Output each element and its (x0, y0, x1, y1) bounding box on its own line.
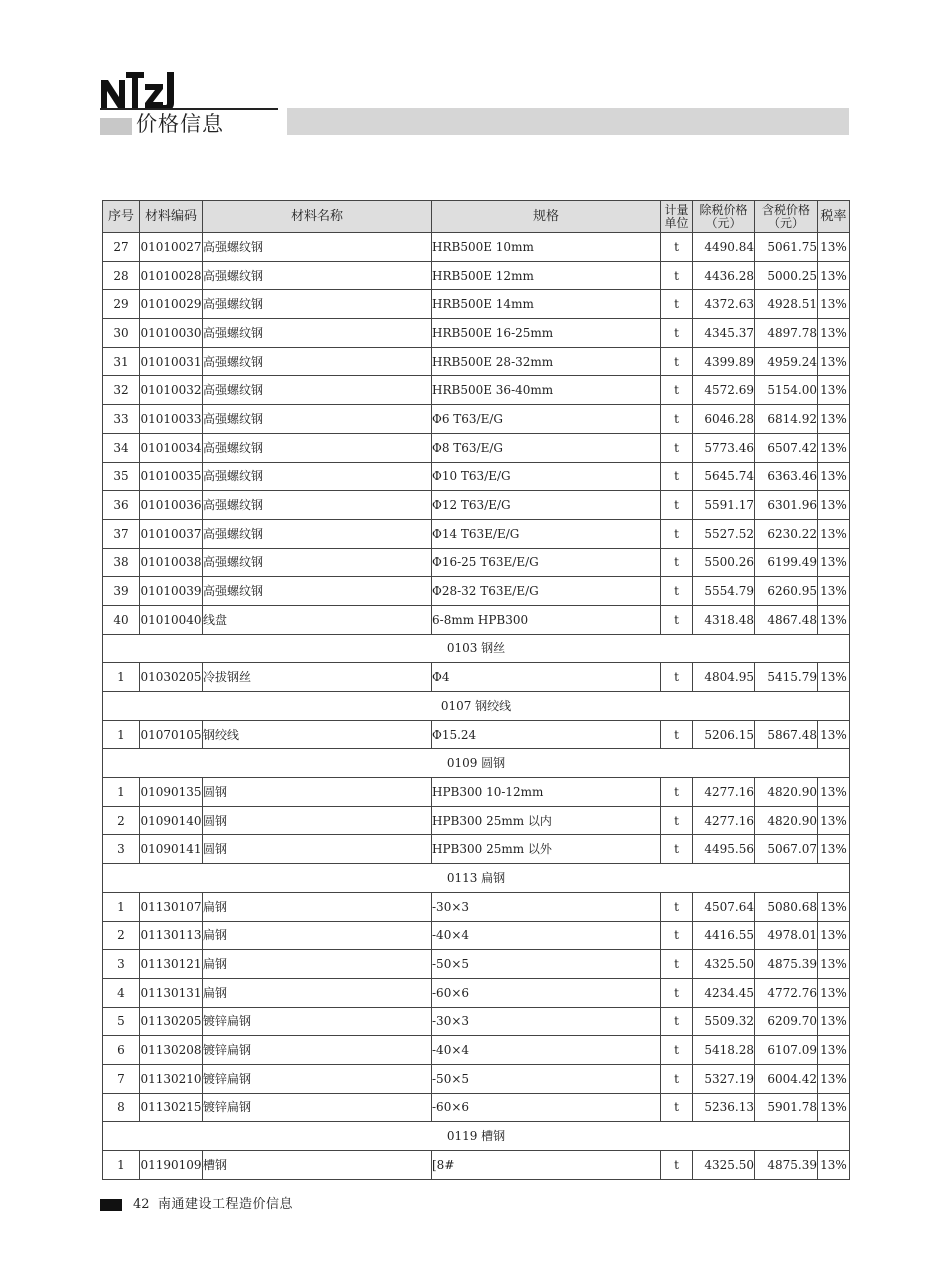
row-spec: Φ8 T63/E/G (432, 433, 661, 462)
row-seq: 39 (103, 577, 140, 606)
table-row (103, 1064, 850, 1093)
table-row (103, 663, 850, 692)
row-unit: t (661, 519, 693, 548)
row-spec: HRB500E 10mm (432, 233, 661, 262)
section-label: 0103 钢丝 (103, 634, 850, 663)
row-code: 01010040 (140, 605, 203, 634)
row-code: 01010029 (140, 290, 203, 319)
row-unit: t (661, 921, 693, 950)
row-unit: t (661, 1064, 693, 1093)
row-ex-tax: 5418.28 (693, 1036, 755, 1065)
row-name: 镀锌扁钢 (203, 1064, 432, 1093)
row-tax: 13% (818, 577, 850, 606)
table-body (103, 233, 850, 1180)
row-seq: 33 (103, 405, 140, 434)
row-seq: 36 (103, 491, 140, 520)
row-seq: 30 (103, 319, 140, 348)
publication-name: 南通建设工程造价信息 (158, 1197, 294, 1212)
row-name: 高强螺纹钢 (203, 233, 432, 262)
row-code: 01130113 (140, 921, 203, 950)
row-spec: -60×6 (432, 1093, 661, 1122)
row-tax: 13% (818, 548, 850, 577)
footer-marker (100, 1199, 122, 1211)
row-code: 01090141 (140, 835, 203, 864)
row-unit: t (661, 806, 693, 835)
row-seq: 1 (103, 663, 140, 692)
row-unit: t (661, 347, 693, 376)
row-tax: 13% (818, 921, 850, 950)
row-seq: 2 (103, 921, 140, 950)
table-row (103, 233, 850, 262)
row-seq: 6 (103, 1036, 140, 1065)
row-inc-tax: 5867.48 (755, 720, 818, 749)
row-spec: Φ4 (432, 663, 661, 692)
table-row (103, 319, 850, 348)
row-spec: HPB300 25mm 以外 (432, 835, 661, 864)
table-row (103, 519, 850, 548)
table-row (103, 577, 850, 606)
row-unit: t (661, 548, 693, 577)
row-unit: t (661, 605, 693, 634)
title-marker (100, 118, 132, 135)
row-unit: t (661, 319, 693, 348)
row-tax: 13% (818, 1036, 850, 1065)
table-row (103, 1007, 850, 1036)
row-name: 高强螺纹钢 (203, 405, 432, 434)
row-seq: 34 (103, 433, 140, 462)
table-row (103, 605, 850, 634)
section-label: 0119 槽钢 (103, 1122, 850, 1151)
table-row (103, 261, 850, 290)
row-ex-tax: 4495.56 (693, 835, 755, 864)
row-spec: Φ12 T63/E/G (432, 491, 661, 520)
row-spec: HRB500E 28-32mm (432, 347, 661, 376)
row-tax: 13% (818, 261, 850, 290)
row-ex-tax: 4490.84 (693, 233, 755, 262)
row-tax: 13% (818, 720, 850, 749)
row-inc-tax: 4820.90 (755, 806, 818, 835)
row-spec: Φ16-25 T63E/E/G (432, 548, 661, 577)
row-inc-tax: 5901.78 (755, 1093, 818, 1122)
row-seq: 1 (103, 892, 140, 921)
row-seq: 38 (103, 548, 140, 577)
table-row (103, 433, 850, 462)
table-row (103, 921, 850, 950)
row-ex-tax: 4436.28 (693, 261, 755, 290)
section-title: 价格信息 (136, 112, 224, 136)
row-spec: Φ10 T63/E/G (432, 462, 661, 491)
row-spec: -60×6 (432, 978, 661, 1007)
row-seq: 29 (103, 290, 140, 319)
row-spec: -30×3 (432, 892, 661, 921)
row-spec: -30×3 (432, 1007, 661, 1036)
row-code: 01130210 (140, 1064, 203, 1093)
row-seq: 5 (103, 1007, 140, 1036)
row-name: 高强螺纹钢 (203, 462, 432, 491)
row-seq: 1 (103, 720, 140, 749)
row-ex-tax: 4325.50 (693, 1151, 755, 1180)
row-name: 圆钢 (203, 835, 432, 864)
section-label: 0109 圆钢 (103, 749, 850, 778)
table-row (103, 376, 850, 405)
row-code: 01010039 (140, 577, 203, 606)
row-ex-tax: 5527.52 (693, 519, 755, 548)
row-spec: Φ14 T63E/E/G (432, 519, 661, 548)
row-spec: [8# (432, 1151, 661, 1180)
row-spec: Φ28-32 T63E/E/G (432, 577, 661, 606)
row-unit: t (661, 491, 693, 520)
row-name: 镀锌扁钢 (203, 1036, 432, 1065)
section-row (103, 1122, 850, 1151)
row-seq: 35 (103, 462, 140, 491)
row-spec: Φ15.24 (432, 720, 661, 749)
row-inc-tax: 4867.48 (755, 605, 818, 634)
row-name: 高强螺纹钢 (203, 433, 432, 462)
row-inc-tax: 5080.68 (755, 892, 818, 921)
row-tax: 13% (818, 778, 850, 807)
row-code: 01010031 (140, 347, 203, 376)
row-code: 01010033 (140, 405, 203, 434)
section-row (103, 864, 850, 893)
row-seq: 27 (103, 233, 140, 262)
row-unit: t (661, 978, 693, 1007)
col-code: 材料编码 (140, 201, 203, 233)
row-ex-tax: 4572.69 (693, 376, 755, 405)
row-unit: t (661, 892, 693, 921)
row-name: 高强螺纹钢 (203, 376, 432, 405)
row-ex-tax: 4804.95 (693, 663, 755, 692)
row-ex-tax: 4318.48 (693, 605, 755, 634)
row-tax: 13% (818, 433, 850, 462)
row-code: 01010037 (140, 519, 203, 548)
col-tax: 税率 (818, 201, 850, 233)
row-unit: t (661, 433, 693, 462)
row-inc-tax: 5000.25 (755, 261, 818, 290)
row-inc-tax: 5154.00 (755, 376, 818, 405)
row-name: 高强螺纹钢 (203, 290, 432, 319)
row-seq: 31 (103, 347, 140, 376)
row-tax: 13% (818, 806, 850, 835)
row-name: 镀锌扁钢 (203, 1093, 432, 1122)
table-row (103, 892, 850, 921)
row-unit: t (661, 577, 693, 606)
row-inc-tax: 6814.92 (755, 405, 818, 434)
row-tax: 13% (818, 978, 850, 1007)
row-name: 镀锌扁钢 (203, 1007, 432, 1036)
table-row (103, 1151, 850, 1180)
row-spec: -50×5 (432, 950, 661, 979)
row-spec: HPB300 10-12mm (432, 778, 661, 807)
row-code: 01130131 (140, 978, 203, 1007)
row-code: 01010036 (140, 491, 203, 520)
row-inc-tax: 6199.49 (755, 548, 818, 577)
table-row (103, 290, 850, 319)
row-ex-tax: 6046.28 (693, 405, 755, 434)
row-seq: 37 (103, 519, 140, 548)
row-name: 扁钢 (203, 950, 432, 979)
row-spec: HPB300 25mm 以内 (432, 806, 661, 835)
row-ex-tax: 5509.32 (693, 1007, 755, 1036)
row-name: 圆钢 (203, 778, 432, 807)
row-unit: t (661, 835, 693, 864)
row-name: 高强螺纹钢 (203, 577, 432, 606)
section-label: 0113 扁钢 (103, 864, 850, 893)
row-inc-tax: 5061.75 (755, 233, 818, 262)
table-row (103, 548, 850, 577)
row-ex-tax: 5206.15 (693, 720, 755, 749)
col-seq: 序号 (103, 201, 140, 233)
ntzj-logo (100, 68, 200, 110)
row-seq: 4 (103, 978, 140, 1007)
row-unit: t (661, 1007, 693, 1036)
table-row (103, 720, 850, 749)
row-ex-tax: 5327.19 (693, 1064, 755, 1093)
section-label: 0107 钢绞线 (103, 692, 850, 721)
row-seq: 3 (103, 835, 140, 864)
row-name: 冷拔钢丝 (203, 663, 432, 692)
row-seq: 8 (103, 1093, 140, 1122)
row-inc-tax: 6301.96 (755, 491, 818, 520)
row-code: 01090135 (140, 778, 203, 807)
row-name: 高强螺纹钢 (203, 347, 432, 376)
row-code: 01130121 (140, 950, 203, 979)
col-unit: 计量 单位 (661, 201, 693, 233)
col-name: 材料名称 (203, 201, 432, 233)
table-row (103, 950, 850, 979)
row-tax: 13% (818, 835, 850, 864)
table-row (103, 1036, 850, 1065)
section-row (103, 692, 850, 721)
row-code: 01130107 (140, 892, 203, 921)
row-name: 扁钢 (203, 978, 432, 1007)
row-unit: t (661, 950, 693, 979)
row-seq: 32 (103, 376, 140, 405)
row-inc-tax: 4875.39 (755, 1151, 818, 1180)
row-inc-tax: 4875.39 (755, 950, 818, 979)
section-row (103, 634, 850, 663)
row-name: 线盘 (203, 605, 432, 634)
row-name: 高强螺纹钢 (203, 519, 432, 548)
row-inc-tax: 6363.46 (755, 462, 818, 491)
table-row (103, 1093, 850, 1122)
row-code: 01090140 (140, 806, 203, 835)
row-spec: Φ6 T63/E/G (432, 405, 661, 434)
row-seq: 40 (103, 605, 140, 634)
row-tax: 13% (818, 233, 850, 262)
row-inc-tax: 4928.51 (755, 290, 818, 319)
row-unit: t (661, 462, 693, 491)
table-row (103, 835, 850, 864)
row-code: 01030205 (140, 663, 203, 692)
col-inc-tax: 含税价格 （元） (755, 201, 818, 233)
row-seq: 2 (103, 806, 140, 835)
row-tax: 13% (818, 347, 850, 376)
row-spec: -40×4 (432, 921, 661, 950)
row-inc-tax: 5067.07 (755, 835, 818, 864)
row-spec: HRB500E 14mm (432, 290, 661, 319)
row-ex-tax: 4399.89 (693, 347, 755, 376)
row-inc-tax: 4772.76 (755, 978, 818, 1007)
row-ex-tax: 4277.16 (693, 778, 755, 807)
row-code: 01130208 (140, 1036, 203, 1065)
header-bar (287, 108, 849, 135)
row-tax: 13% (818, 462, 850, 491)
row-unit: t (661, 290, 693, 319)
row-code: 01130215 (140, 1093, 203, 1122)
row-code: 01070105 (140, 720, 203, 749)
table-row (103, 806, 850, 835)
section-row (103, 749, 850, 778)
table-row (103, 462, 850, 491)
row-spec: HRB500E 16-25mm (432, 319, 661, 348)
table-row (103, 978, 850, 1007)
row-ex-tax: 4325.50 (693, 950, 755, 979)
row-tax: 13% (818, 519, 850, 548)
row-inc-tax: 6260.95 (755, 577, 818, 606)
table-row (103, 347, 850, 376)
row-ex-tax: 5554.79 (693, 577, 755, 606)
row-code: 01010035 (140, 462, 203, 491)
table-header (103, 201, 850, 233)
row-code: 01010032 (140, 376, 203, 405)
row-unit: t (661, 405, 693, 434)
row-unit: t (661, 261, 693, 290)
row-tax: 13% (818, 1007, 850, 1036)
row-unit: t (661, 1036, 693, 1065)
row-code: 01190109 (140, 1151, 203, 1180)
row-code: 01010027 (140, 233, 203, 262)
row-name: 高强螺纹钢 (203, 548, 432, 577)
row-tax: 13% (818, 319, 850, 348)
row-seq: 3 (103, 950, 140, 979)
row-tax: 13% (818, 1093, 850, 1122)
table-row (103, 405, 850, 434)
table-row (103, 778, 850, 807)
row-inc-tax: 4959.24 (755, 347, 818, 376)
row-ex-tax: 4372.63 (693, 290, 755, 319)
row-ex-tax: 5645.74 (693, 462, 755, 491)
page-number: 42 (133, 1197, 150, 1212)
row-unit: t (661, 778, 693, 807)
row-unit: t (661, 1151, 693, 1180)
row-tax: 13% (818, 1151, 850, 1180)
row-unit: t (661, 233, 693, 262)
row-seq: 28 (103, 261, 140, 290)
row-inc-tax: 4978.01 (755, 921, 818, 950)
row-ex-tax: 5773.46 (693, 433, 755, 462)
row-name: 高强螺纹钢 (203, 319, 432, 348)
row-seq: 7 (103, 1064, 140, 1093)
row-unit: t (661, 663, 693, 692)
row-ex-tax: 4507.64 (693, 892, 755, 921)
row-seq: 1 (103, 1151, 140, 1180)
row-name: 槽钢 (203, 1151, 432, 1180)
row-code: 01130205 (140, 1007, 203, 1036)
col-ex-tax: 除税价格 （元） (693, 201, 755, 233)
row-ex-tax: 4345.37 (693, 319, 755, 348)
row-tax: 13% (818, 376, 850, 405)
row-code: 01010038 (140, 548, 203, 577)
row-name: 高强螺纹钢 (203, 491, 432, 520)
row-inc-tax: 6004.42 (755, 1064, 818, 1093)
row-ex-tax: 4277.16 (693, 806, 755, 835)
row-tax: 13% (818, 1064, 850, 1093)
row-tax: 13% (818, 663, 850, 692)
price-table (102, 200, 850, 1180)
row-code: 01010030 (140, 319, 203, 348)
row-spec: -50×5 (432, 1064, 661, 1093)
row-name: 钢绞线 (203, 720, 432, 749)
row-name: 扁钢 (203, 921, 432, 950)
row-tax: 13% (818, 405, 850, 434)
row-inc-tax: 6209.70 (755, 1007, 818, 1036)
row-unit: t (661, 376, 693, 405)
row-ex-tax: 5236.13 (693, 1093, 755, 1122)
row-inc-tax: 4820.90 (755, 778, 818, 807)
row-code: 01010028 (140, 261, 203, 290)
row-inc-tax: 6230.22 (755, 519, 818, 548)
row-name: 扁钢 (203, 892, 432, 921)
row-seq: 1 (103, 778, 140, 807)
table-row (103, 491, 850, 520)
row-inc-tax: 4897.78 (755, 319, 818, 348)
row-spec: 6-8mm HPB300 (432, 605, 661, 634)
row-unit: t (661, 1093, 693, 1122)
row-tax: 13% (818, 491, 850, 520)
row-code: 01010034 (140, 433, 203, 462)
row-ex-tax: 4416.55 (693, 921, 755, 950)
row-tax: 13% (818, 290, 850, 319)
row-spec: HRB500E 12mm (432, 261, 661, 290)
col-spec: 规格 (432, 201, 661, 233)
row-inc-tax: 6507.42 (755, 433, 818, 462)
row-ex-tax: 4234.45 (693, 978, 755, 1007)
row-unit: t (661, 720, 693, 749)
row-name: 高强螺纹钢 (203, 261, 432, 290)
row-ex-tax: 5591.17 (693, 491, 755, 520)
row-inc-tax: 5415.79 (755, 663, 818, 692)
row-name: 圆钢 (203, 806, 432, 835)
row-tax: 13% (818, 950, 850, 979)
row-spec: HRB500E 36-40mm (432, 376, 661, 405)
row-ex-tax: 5500.26 (693, 548, 755, 577)
row-tax: 13% (818, 892, 850, 921)
row-spec: -40×4 (432, 1036, 661, 1065)
row-inc-tax: 6107.09 (755, 1036, 818, 1065)
row-tax: 13% (818, 605, 850, 634)
